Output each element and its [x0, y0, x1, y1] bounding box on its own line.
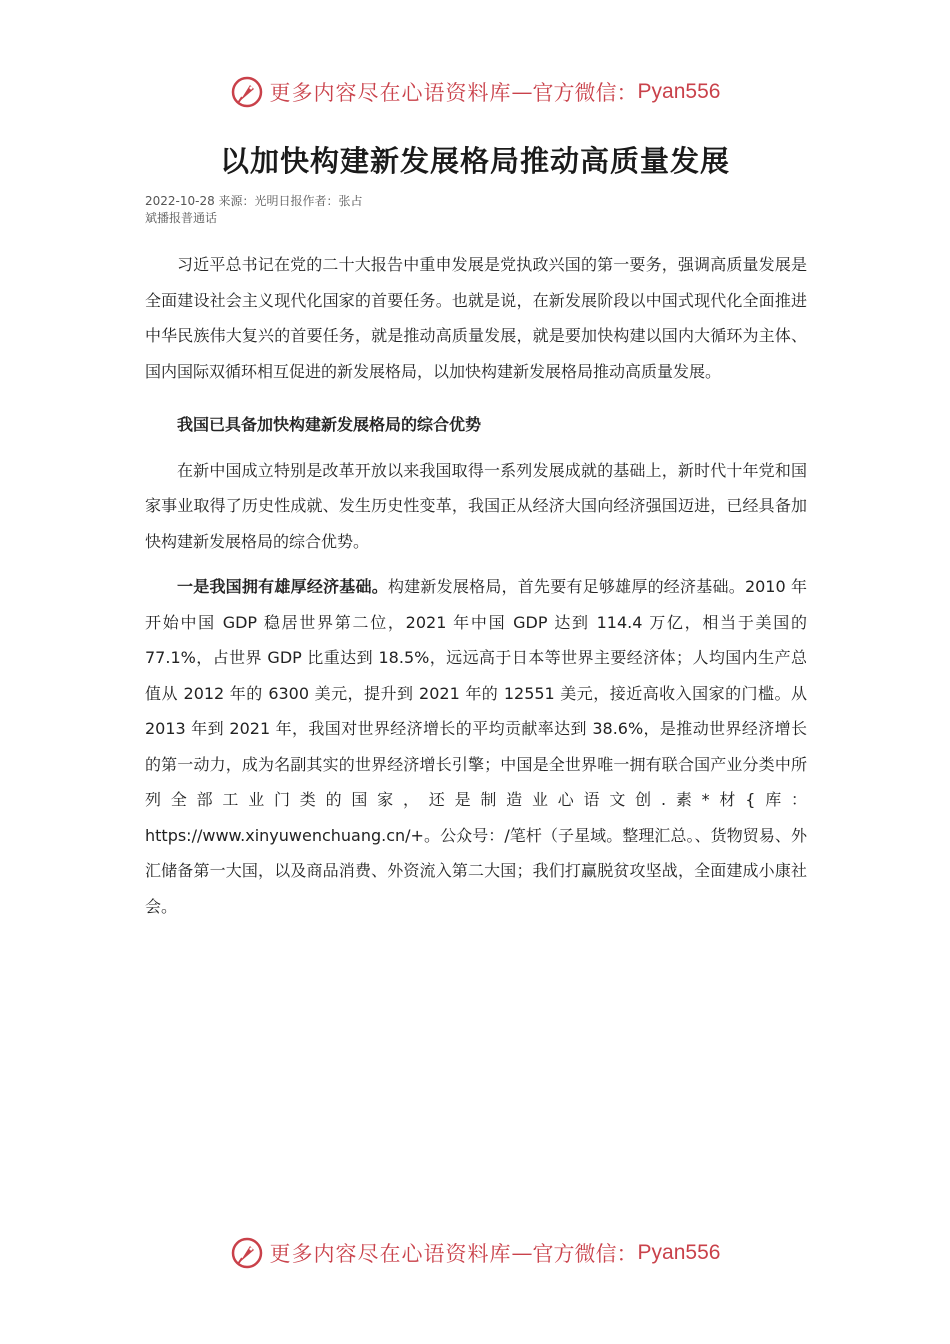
article-meta-source: 2022-10-28 来源：光明日报作者：张占 [145, 194, 363, 208]
bottom-watermark-banner [0, 1233, 950, 1273]
pen-nib-logo-icon [230, 1236, 264, 1270]
paragraph-advantages: 在新中国成立特别是改革开放以来我国取得一系列发展成就的基础上，新时代十年党和国家事业取得了历史性成就、发生历史性变革，我国正从经济大国向经济强国迈进，已经具备加快构建新发展格局的综合优势。 [145, 460, 807, 551]
banner-contact-label: 官方微信： [532, 1242, 638, 1266]
banner-wechat-id: Pyan556 [637, 1241, 721, 1264]
paragraph-lead-bold: 一是我国拥有雄厚经济基础。 [177, 577, 388, 596]
article-meta [145, 193, 363, 227]
paragraph-body: 构建新发展格局，首先要有足够雄厚的经济基础。2010 年开始中国 GDP 稳居世界第二位，2021 年中国 GDP 达到 114.4 万亿，相当于美国的 77.1%，占世界 GDP 比重达到 18.5%，远远高于日本等世界主要经济体；人均国内生产总值从 2012 年的 6300 美元，提升到 2021 年的 12551 美元，接近高收入国家的门槛。从 2013 年到 2021 年，我国对世界经济增长的平均贡献率达到 38.6%，是推动世界经济增长的第一动力，成为名副其实的世界经济增长引擎；中国是全世界唯一拥有联合国产业分类中所列全部工业门类的国家，还是制造业心语文创.素*材{库：https://www.xinyuwenchuang.cn/+。公众号：/笔杆（子星域。整理汇总。、货物贸易、外汇储备第一大国，以及商品消费、外资流入第二大国；我们打赢脱贫攻坚战，全面建成小康社会。 [145, 577, 807, 916]
pen-nib-logo-icon [230, 75, 264, 109]
section-heading: 我国已具备加快构建新发展格局的综合优势 [177, 415, 482, 434]
article-meta-broadcast: 斌播报普通话 [145, 211, 218, 225]
article-body [145, 247, 807, 924]
banner-dash: — [511, 80, 533, 104]
paragraph-intro: 习近平总书记在党的二十大报告中重申发展是党执政兴国的第一要务，强调高质量发展是全面建设社会主义现代化国家的首要任务。也就是说，在新发展阶段以中国式现代化全面推进中华民族伟大复兴的首要任务，就是推动高质量发展，就是要加快构建以国内大循环为主体、国内国际双循环相互促进的新发展格局，以加快构建新发展格局推动高质量发展。 [145, 255, 807, 381]
paragraph-economic-foundation [145, 569, 807, 924]
banner-wechat-id: Pyan556 [637, 80, 721, 103]
banner-text: 更多内容尽在心语资料库 [269, 81, 512, 105]
banner-text: 更多内容尽在心语资料库 [269, 1242, 512, 1266]
top-watermark-banner [0, 72, 950, 112]
banner-dash: — [511, 1241, 533, 1265]
banner-contact-label: 官方微信： [532, 81, 638, 105]
article-title: 以加快构建新发展格局推动高质量发展 [219, 144, 730, 178]
